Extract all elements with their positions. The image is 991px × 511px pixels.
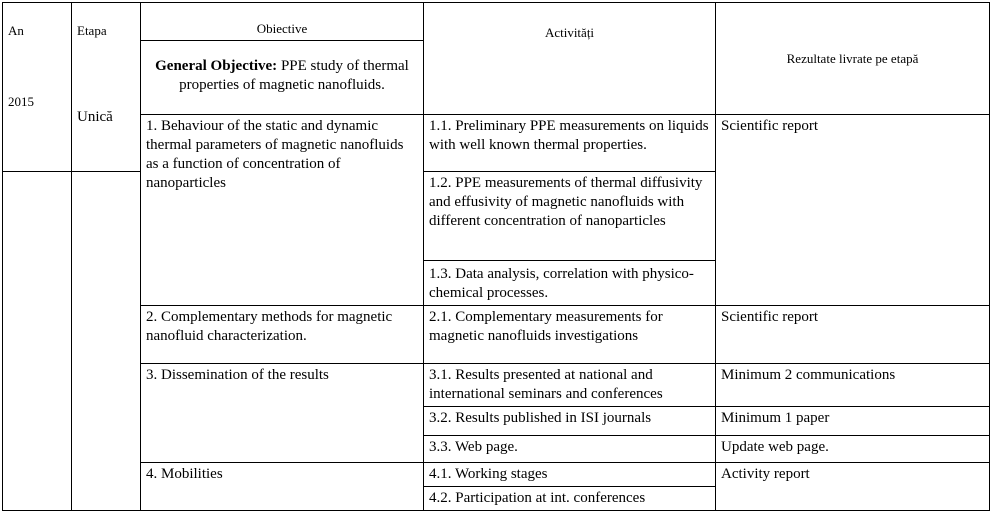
result-5: Update web page.: [716, 436, 990, 463]
activity-3-2: 3.2. Results published in ISI journals: [424, 407, 716, 436]
stage-cell: [72, 3, 141, 172]
activity-1-1: 1.1. Preliminary PPE measurements on liquids with well known thermal properties.: [424, 115, 716, 172]
activity-4-2: 4.2. Participation at int. conferences: [424, 487, 716, 511]
activity-4-1: 4.1. Working stages: [424, 463, 716, 487]
activity-2-1: 2.1. Complementary measurements for magnetic nanofluids investigations: [424, 306, 716, 364]
stage-value: Unică: [77, 109, 113, 125]
objective-1: 1. Behaviour of the static and dynamic thermal parameters of magnetic nanofluids as a function of concentration of nanoparticles: [141, 115, 424, 306]
header-etapa: Etapa: [77, 23, 107, 38]
result-4: Minimum 1 paper: [716, 407, 990, 436]
header-rezultate: Rezultate livrate pe etapă: [716, 3, 990, 115]
activity-1-2: 1.2. PPE measurements of thermal diffusivity and effusivity of magnetic nanofluids with different concentration of nanoparticles: [424, 172, 716, 261]
result-6: Activity report: [716, 463, 990, 511]
header-an: An: [8, 23, 24, 38]
objective-3: 3. Dissemination of the results: [141, 364, 424, 463]
general-objective: [141, 41, 424, 115]
year-continuation: [3, 172, 72, 511]
result-1: Scientific report: [716, 115, 990, 306]
activity-1-3: 1.3. Data analysis, correlation with physico-chemical processes.: [424, 261, 716, 306]
stage-continuation: [72, 172, 141, 511]
year-value: 2015: [8, 94, 34, 109]
general-objective-label: General Objective:: [155, 58, 278, 74]
header-activitati: Activități: [424, 3, 716, 115]
general-objective-text: PPE study of thermal properties of magnetic nanofluids.: [179, 58, 409, 93]
activity-3-3: 3.3. Web page.: [424, 436, 716, 463]
header-obiective: Obiective: [141, 3, 424, 41]
objective-2: 2. Complementary methods for magnetic nanofluid characterization.: [141, 306, 424, 364]
work-plan-table: [2, 2, 990, 511]
result-3: Minimum 2 communications: [716, 364, 990, 407]
objective-4: 4. Mobilities: [141, 463, 424, 511]
result-2: Scientific report: [716, 306, 990, 364]
activity-3-1: 3.1. Results presented at national and international seminars and conferences: [424, 364, 716, 407]
year-cell: [3, 3, 72, 172]
